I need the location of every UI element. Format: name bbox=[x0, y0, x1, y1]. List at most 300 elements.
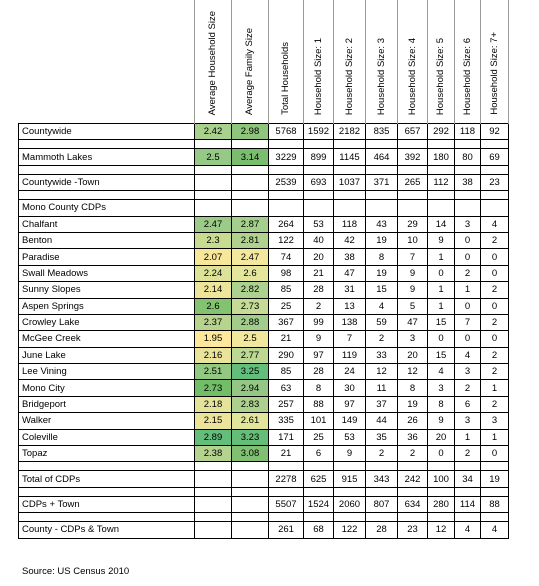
value-cell: 0 bbox=[428, 265, 455, 281]
row-label: Walker bbox=[19, 413, 195, 429]
avg-household-size-cell: 2.07 bbox=[195, 249, 232, 265]
value-cell: 634 bbox=[398, 496, 428, 512]
value-cell: 6 bbox=[304, 446, 334, 462]
column-header bbox=[366, 0, 398, 124]
value-cell: 11 bbox=[366, 380, 398, 396]
row-label: Swall Meadows bbox=[19, 265, 195, 281]
spacer-cell bbox=[334, 462, 366, 471]
value-cell: 97 bbox=[334, 396, 366, 412]
value-cell: 7 bbox=[398, 249, 428, 265]
spacer-cell bbox=[19, 513, 195, 522]
value-cell: 265 bbox=[398, 174, 428, 190]
avg-household-size-cell: 2.24 bbox=[195, 265, 232, 281]
value-cell: 26 bbox=[398, 413, 428, 429]
value-cell: 15 bbox=[428, 314, 455, 330]
value-cell: 36 bbox=[398, 429, 428, 445]
spacer-cell bbox=[232, 165, 269, 174]
spacer-cell bbox=[455, 513, 481, 522]
avg-household-size-cell: 2.47 bbox=[195, 216, 232, 232]
column-header-label: Average Household Size bbox=[207, 10, 218, 115]
spacer-cell bbox=[304, 462, 334, 471]
value-cell: 5768 bbox=[269, 124, 304, 140]
spacer-cell bbox=[398, 165, 428, 174]
value-cell: 19 bbox=[366, 265, 398, 281]
value-cell: 138 bbox=[334, 314, 366, 330]
spacer-cell bbox=[195, 462, 232, 471]
value-cell: 1 bbox=[481, 429, 509, 445]
table-row bbox=[19, 364, 509, 380]
value-cell: 2539 bbox=[269, 174, 304, 190]
value-cell: 38 bbox=[334, 249, 366, 265]
value-cell: 97 bbox=[304, 347, 334, 363]
value-cell: 4 bbox=[481, 216, 509, 232]
table-row bbox=[19, 124, 509, 140]
value-cell: 0 bbox=[481, 298, 509, 314]
spacer-cell bbox=[232, 513, 269, 522]
spacer-cell bbox=[366, 487, 398, 496]
value-cell: 171 bbox=[269, 429, 304, 445]
value-cell: 23 bbox=[481, 174, 509, 190]
value-cell: 2 bbox=[481, 232, 509, 248]
value-cell: 1 bbox=[428, 298, 455, 314]
avg-family-size-cell: 2.47 bbox=[232, 249, 269, 265]
table-row bbox=[19, 471, 509, 487]
value-cell: 1037 bbox=[334, 174, 366, 190]
table-row bbox=[19, 265, 509, 281]
empty-cell bbox=[269, 200, 304, 216]
value-cell: 2 bbox=[455, 265, 481, 281]
spacer-cell bbox=[428, 191, 455, 200]
value-cell: 657 bbox=[398, 124, 428, 140]
value-cell: 371 bbox=[366, 174, 398, 190]
avg-family-size-cell bbox=[232, 471, 269, 487]
value-cell: 19 bbox=[366, 232, 398, 248]
value-cell: 13 bbox=[334, 298, 366, 314]
avg-family-size-cell: 3.08 bbox=[232, 446, 269, 462]
spacer-cell bbox=[232, 191, 269, 200]
empty-cell bbox=[304, 200, 334, 216]
table-row bbox=[19, 298, 509, 314]
column-header-label: Household Size: 4 bbox=[406, 37, 418, 115]
value-cell: 68 bbox=[304, 522, 334, 538]
value-cell: 40 bbox=[304, 232, 334, 248]
table-row bbox=[19, 496, 509, 512]
avg-family-size-cell bbox=[232, 522, 269, 538]
value-cell: 28 bbox=[304, 282, 334, 298]
table-row bbox=[19, 174, 509, 190]
avg-household-size-cell bbox=[195, 174, 232, 190]
value-cell: 42 bbox=[334, 232, 366, 248]
value-cell: 59 bbox=[366, 314, 398, 330]
value-cell: 2 bbox=[481, 314, 509, 330]
value-cell: 6 bbox=[455, 396, 481, 412]
value-cell: 149 bbox=[334, 413, 366, 429]
value-cell: 15 bbox=[428, 347, 455, 363]
spacer-cell bbox=[334, 487, 366, 496]
empty-cell bbox=[334, 200, 366, 216]
value-cell: 14 bbox=[428, 216, 455, 232]
row-label: Coleville bbox=[19, 429, 195, 445]
spacer-cell bbox=[428, 140, 455, 149]
empty-cell bbox=[232, 200, 269, 216]
value-cell: 29 bbox=[398, 216, 428, 232]
value-cell: 24 bbox=[334, 364, 366, 380]
avg-household-size-cell: 2.73 bbox=[195, 380, 232, 396]
value-cell: 114 bbox=[455, 496, 481, 512]
spacer-cell bbox=[269, 513, 304, 522]
avg-family-size-cell: 2.61 bbox=[232, 413, 269, 429]
spacer-cell bbox=[334, 191, 366, 200]
table-row bbox=[19, 282, 509, 298]
value-cell: 20 bbox=[398, 347, 428, 363]
spacer-cell bbox=[304, 191, 334, 200]
spacer-cell bbox=[269, 462, 304, 471]
avg-family-size-cell: 2.82 bbox=[232, 282, 269, 298]
spacer-cell bbox=[481, 191, 509, 200]
value-cell: 1 bbox=[455, 282, 481, 298]
value-cell: 0 bbox=[455, 298, 481, 314]
value-cell: 3 bbox=[455, 216, 481, 232]
table-row bbox=[19, 331, 509, 347]
value-cell: 4 bbox=[481, 522, 509, 538]
value-cell: 99 bbox=[304, 314, 334, 330]
column-header-label: Total Households bbox=[280, 42, 291, 115]
section-label-row bbox=[19, 200, 509, 216]
spacer-cell bbox=[428, 165, 455, 174]
column-header bbox=[398, 0, 428, 124]
avg-household-size-cell: 2.15 bbox=[195, 413, 232, 429]
spacer-cell bbox=[232, 462, 269, 471]
value-cell: 392 bbox=[398, 149, 428, 165]
value-cell: 1524 bbox=[304, 496, 334, 512]
avg-household-size-cell bbox=[195, 522, 232, 538]
spacer-cell bbox=[428, 513, 455, 522]
value-cell: 0 bbox=[481, 446, 509, 462]
value-cell: 44 bbox=[366, 413, 398, 429]
value-cell: 343 bbox=[366, 471, 398, 487]
value-cell: 0 bbox=[481, 331, 509, 347]
table-row bbox=[19, 216, 509, 232]
spacer-cell bbox=[19, 140, 195, 149]
column-header-label: Household Size: 3 bbox=[375, 37, 387, 115]
spacer-cell bbox=[481, 462, 509, 471]
avg-household-size-cell: 2.14 bbox=[195, 282, 232, 298]
value-cell: 100 bbox=[428, 471, 455, 487]
section-label: Mono County CDPs bbox=[19, 200, 195, 216]
value-cell: 20 bbox=[304, 249, 334, 265]
value-cell: 9 bbox=[428, 413, 455, 429]
value-cell: 15 bbox=[366, 282, 398, 298]
avg-family-size-cell: 2.87 bbox=[232, 216, 269, 232]
avg-household-size-cell: 2.18 bbox=[195, 396, 232, 412]
value-cell: 0 bbox=[481, 265, 509, 281]
table-row bbox=[19, 522, 509, 538]
value-cell: 34 bbox=[455, 471, 481, 487]
table-row bbox=[19, 149, 509, 165]
table-row bbox=[19, 413, 509, 429]
value-cell: 9 bbox=[428, 232, 455, 248]
avg-household-size-cell: 2.37 bbox=[195, 314, 232, 330]
value-cell: 20 bbox=[428, 429, 455, 445]
avg-family-size-cell: 2.83 bbox=[232, 396, 269, 412]
value-cell: 9 bbox=[398, 282, 428, 298]
avg-household-size-cell: 2.51 bbox=[195, 364, 232, 380]
spacer-cell bbox=[304, 487, 334, 496]
spacer-cell bbox=[455, 140, 481, 149]
column-header bbox=[334, 0, 366, 124]
avg-family-size-cell bbox=[232, 496, 269, 512]
column-header-label: Household Size: 2 bbox=[343, 37, 355, 115]
value-cell: 2 bbox=[455, 446, 481, 462]
spacer-cell bbox=[366, 140, 398, 149]
value-cell: 0 bbox=[455, 232, 481, 248]
table-row bbox=[19, 232, 509, 248]
spacer-cell bbox=[195, 487, 232, 496]
spacer-cell bbox=[195, 140, 232, 149]
spacer-cell bbox=[481, 513, 509, 522]
value-cell: 2 bbox=[366, 446, 398, 462]
value-cell: 5 bbox=[398, 298, 428, 314]
row-label: Paradise bbox=[19, 249, 195, 265]
value-cell: 257 bbox=[269, 396, 304, 412]
column-header bbox=[428, 0, 455, 124]
value-cell: 625 bbox=[304, 471, 334, 487]
avg-household-size-cell: 2.3 bbox=[195, 232, 232, 248]
spacer-cell bbox=[366, 462, 398, 471]
value-cell: 21 bbox=[304, 265, 334, 281]
value-cell: 122 bbox=[269, 232, 304, 248]
value-cell: 4 bbox=[455, 522, 481, 538]
value-cell: 693 bbox=[304, 174, 334, 190]
value-cell: 101 bbox=[304, 413, 334, 429]
spacer-cell bbox=[232, 487, 269, 496]
value-cell: 53 bbox=[304, 216, 334, 232]
table-row bbox=[19, 429, 509, 445]
value-cell: 3 bbox=[428, 380, 455, 396]
value-cell: 112 bbox=[428, 174, 455, 190]
value-cell: 2060 bbox=[334, 496, 366, 512]
value-cell: 4 bbox=[366, 298, 398, 314]
spacer-row bbox=[19, 140, 509, 149]
column-header bbox=[195, 0, 232, 124]
value-cell: 0 bbox=[455, 331, 481, 347]
column-header-label: Average Family Size bbox=[244, 28, 255, 115]
spacer-cell bbox=[269, 140, 304, 149]
row-label: Benton bbox=[19, 232, 195, 248]
value-cell: 2 bbox=[481, 364, 509, 380]
spacer-cell bbox=[269, 191, 304, 200]
value-cell: 3 bbox=[455, 364, 481, 380]
spacer-cell bbox=[455, 487, 481, 496]
empty-cell bbox=[455, 200, 481, 216]
value-cell: 464 bbox=[366, 149, 398, 165]
value-cell: 23 bbox=[398, 522, 428, 538]
spacer-cell bbox=[455, 165, 481, 174]
value-cell: 280 bbox=[428, 496, 455, 512]
spacer-cell bbox=[366, 165, 398, 174]
avg-household-size-cell: 2.38 bbox=[195, 446, 232, 462]
row-label: Total of CDPs bbox=[19, 471, 195, 487]
value-cell: 10 bbox=[398, 232, 428, 248]
row-label: Bridgeport bbox=[19, 396, 195, 412]
avg-family-size-cell: 2.73 bbox=[232, 298, 269, 314]
avg-household-size-cell bbox=[195, 496, 232, 512]
avg-household-size-cell: 2.6 bbox=[195, 298, 232, 314]
avg-household-size-cell: 1.95 bbox=[195, 331, 232, 347]
value-cell: 63 bbox=[269, 380, 304, 396]
spacer-cell bbox=[366, 513, 398, 522]
value-cell: 12 bbox=[366, 364, 398, 380]
spacer-cell bbox=[398, 487, 428, 496]
household-size-table bbox=[18, 0, 509, 539]
row-label: CDPs + Town bbox=[19, 496, 195, 512]
value-cell: 1145 bbox=[334, 149, 366, 165]
avg-household-size-cell: 2.89 bbox=[195, 429, 232, 445]
value-cell: 2 bbox=[481, 396, 509, 412]
value-cell: 8 bbox=[304, 380, 334, 396]
spacer-cell bbox=[304, 513, 334, 522]
avg-household-size-cell bbox=[195, 471, 232, 487]
value-cell: 8 bbox=[398, 380, 428, 396]
avg-family-size-cell: 2.77 bbox=[232, 347, 269, 363]
spacer-cell bbox=[334, 165, 366, 174]
value-cell: 69 bbox=[481, 149, 509, 165]
row-label: Chalfant bbox=[19, 216, 195, 232]
value-cell: 53 bbox=[334, 429, 366, 445]
value-cell: 3229 bbox=[269, 149, 304, 165]
row-label: McGee Creek bbox=[19, 331, 195, 347]
value-cell: 915 bbox=[334, 471, 366, 487]
value-cell: 88 bbox=[481, 496, 509, 512]
value-cell: 21 bbox=[269, 331, 304, 347]
value-cell: 1 bbox=[481, 380, 509, 396]
value-cell: 2 bbox=[366, 331, 398, 347]
value-cell: 28 bbox=[304, 364, 334, 380]
value-cell: 35 bbox=[366, 429, 398, 445]
spacer-cell bbox=[455, 191, 481, 200]
value-cell: 5507 bbox=[269, 496, 304, 512]
spacer-cell bbox=[232, 140, 269, 149]
value-cell: 2 bbox=[304, 298, 334, 314]
column-header bbox=[269, 0, 304, 124]
value-cell: 19 bbox=[398, 396, 428, 412]
value-cell: 3 bbox=[455, 413, 481, 429]
value-cell: 47 bbox=[398, 314, 428, 330]
value-cell: 4 bbox=[428, 364, 455, 380]
spacer-cell bbox=[481, 165, 509, 174]
column-header bbox=[304, 0, 334, 124]
row-label: Sunny Slopes bbox=[19, 282, 195, 298]
spacer-cell bbox=[269, 487, 304, 496]
spacer-cell bbox=[366, 191, 398, 200]
column-header bbox=[481, 0, 509, 124]
spacer-row bbox=[19, 487, 509, 496]
spacer-cell bbox=[428, 487, 455, 496]
row-label: Topaz bbox=[19, 446, 195, 462]
value-cell: 1592 bbox=[304, 124, 334, 140]
value-cell: 292 bbox=[428, 124, 455, 140]
row-label: June Lake bbox=[19, 347, 195, 363]
table-row bbox=[19, 380, 509, 396]
value-cell: 242 bbox=[398, 471, 428, 487]
value-cell: 9 bbox=[398, 265, 428, 281]
value-cell: 0 bbox=[428, 446, 455, 462]
value-cell: 290 bbox=[269, 347, 304, 363]
table-row bbox=[19, 347, 509, 363]
avg-family-size-cell: 2.5 bbox=[232, 331, 269, 347]
spacer-cell bbox=[398, 462, 428, 471]
value-cell: 31 bbox=[334, 282, 366, 298]
value-cell: 2182 bbox=[334, 124, 366, 140]
row-label: Mammoth Lakes bbox=[19, 149, 195, 165]
value-cell: 0 bbox=[455, 249, 481, 265]
table-row bbox=[19, 446, 509, 462]
value-cell: 8 bbox=[428, 396, 455, 412]
row-label: Countywide -Town bbox=[19, 174, 195, 190]
value-cell: 2278 bbox=[269, 471, 304, 487]
value-cell: 7 bbox=[334, 331, 366, 347]
avg-family-size-cell: 2.81 bbox=[232, 232, 269, 248]
spacer-cell bbox=[269, 165, 304, 174]
value-cell: 74 bbox=[269, 249, 304, 265]
spacer-cell bbox=[481, 487, 509, 496]
avg-household-size-cell: 2.42 bbox=[195, 124, 232, 140]
row-label: Mono City bbox=[19, 380, 195, 396]
value-cell: 9 bbox=[304, 331, 334, 347]
avg-household-size-cell: 2.16 bbox=[195, 347, 232, 363]
value-cell: 118 bbox=[455, 124, 481, 140]
value-cell: 33 bbox=[366, 347, 398, 363]
value-cell: 264 bbox=[269, 216, 304, 232]
spacer-cell bbox=[398, 513, 428, 522]
value-cell: 899 bbox=[304, 149, 334, 165]
value-cell: 88 bbox=[304, 396, 334, 412]
value-cell: 19 bbox=[481, 471, 509, 487]
value-cell: 28 bbox=[366, 522, 398, 538]
spacer-cell bbox=[19, 487, 195, 496]
avg-family-size-cell bbox=[232, 174, 269, 190]
spacer-cell bbox=[398, 191, 428, 200]
empty-cell bbox=[428, 200, 455, 216]
column-header-label: Household Size: 5 bbox=[435, 37, 446, 115]
spacer-cell bbox=[19, 191, 195, 200]
value-cell: 367 bbox=[269, 314, 304, 330]
spacer-cell bbox=[195, 165, 232, 174]
value-cell: 2 bbox=[481, 282, 509, 298]
spacer-cell bbox=[195, 513, 232, 522]
spacer-cell bbox=[304, 140, 334, 149]
value-cell: 43 bbox=[366, 216, 398, 232]
row-label: Crowley Lake bbox=[19, 314, 195, 330]
column-header-label: Household Size: 6 bbox=[461, 37, 473, 115]
spacer-cell bbox=[398, 140, 428, 149]
value-cell: 92 bbox=[481, 124, 509, 140]
value-cell: 335 bbox=[269, 413, 304, 429]
empty-cell bbox=[481, 200, 509, 216]
spacer-row bbox=[19, 513, 509, 522]
avg-family-size-cell: 3.23 bbox=[232, 429, 269, 445]
spacer-cell bbox=[334, 513, 366, 522]
row-label: Lee Vining bbox=[19, 364, 195, 380]
avg-family-size-cell: 2.6 bbox=[232, 265, 269, 281]
value-cell: 3 bbox=[481, 413, 509, 429]
value-cell: 118 bbox=[334, 216, 366, 232]
value-cell: 2 bbox=[481, 347, 509, 363]
value-cell: 98 bbox=[269, 265, 304, 281]
value-cell: 7 bbox=[455, 314, 481, 330]
avg-family-size-cell: 2.94 bbox=[232, 380, 269, 396]
value-cell: 85 bbox=[269, 282, 304, 298]
